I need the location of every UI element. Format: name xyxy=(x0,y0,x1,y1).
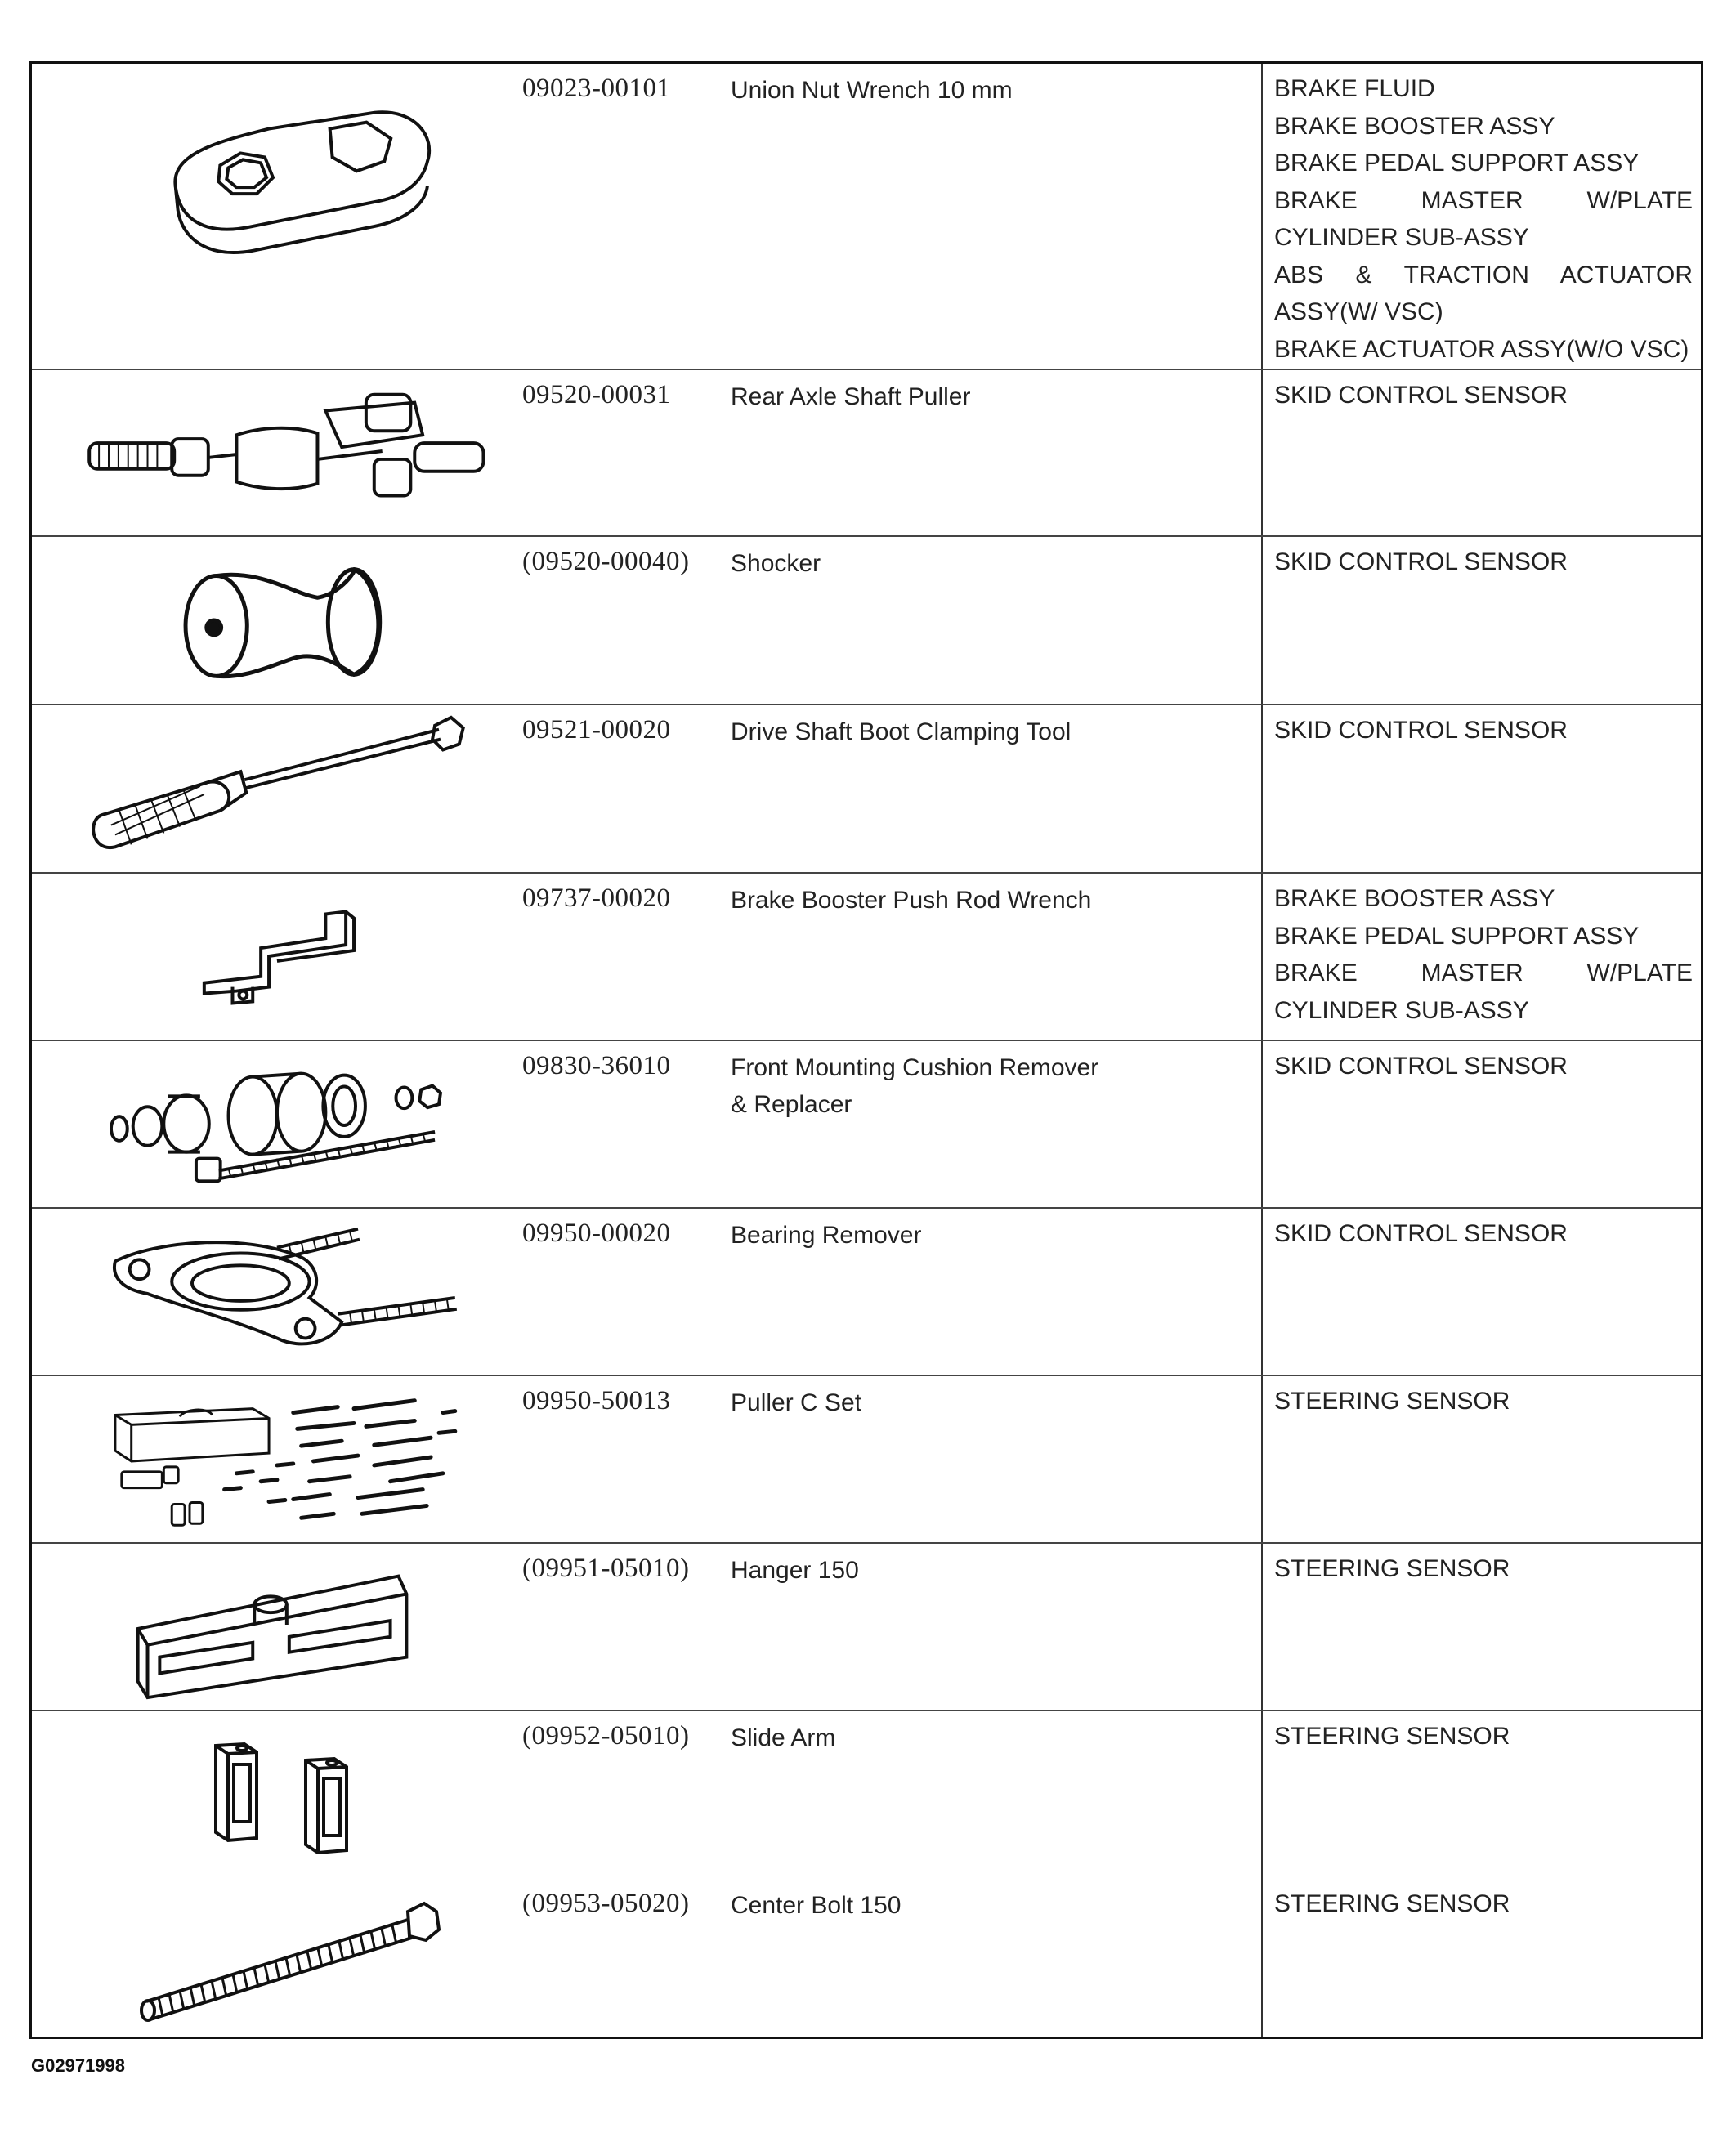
part-number: 09521-00020 xyxy=(522,715,671,745)
puller-set-icon xyxy=(32,1376,514,1542)
table-row xyxy=(32,1544,1701,1711)
bearing-remover-icon xyxy=(32,1209,514,1375)
part-number: (09520-00040) xyxy=(522,547,690,576)
usage-list xyxy=(1274,543,1693,581)
usage-list xyxy=(1274,70,1693,368)
usage-item: CYLINDER SUB-ASSY xyxy=(1274,996,1529,1024)
tool-name: Drive Shaft Boot Clamping Tool xyxy=(731,718,1072,745)
union-nut-wrench-icon xyxy=(32,64,514,369)
tool-name: Hanger 150 xyxy=(731,1557,859,1584)
table-row xyxy=(32,874,1701,1041)
part-number: 09830-36010 xyxy=(522,1051,671,1080)
usage-item: SKID CONTROL SENSOR xyxy=(1274,1053,1568,1080)
push-rod-wrench-drawing xyxy=(32,874,514,1040)
part-number: (09953-05020) xyxy=(522,1889,690,1918)
hanger-icon xyxy=(32,1544,514,1710)
bearing-remover-drawing xyxy=(32,1209,514,1375)
part-number: 09520-00031 xyxy=(522,380,671,409)
usage-list xyxy=(1274,377,1693,414)
table-row xyxy=(32,1209,1701,1376)
usage-item: BRAKE ACTUATOR ASSY(W/O VSC) xyxy=(1274,335,1689,363)
usage-item: CYLINDER SUB-ASSY xyxy=(1274,224,1529,251)
tool-name: Brake Booster Push Rod Wrench xyxy=(731,887,1092,914)
usage-item: ASSY(W/ VSC) xyxy=(1274,298,1443,325)
tool-name-line: & Replacer xyxy=(731,1091,852,1118)
usage-list xyxy=(1274,712,1693,749)
usage-item: BRAKE BOOSTER ASSY xyxy=(1274,885,1555,912)
part-number: 09950-00020 xyxy=(522,1219,671,1248)
slide-arm-icon xyxy=(32,1711,514,1879)
boot-clamping-tool-icon xyxy=(32,705,514,872)
usage-list xyxy=(1274,1048,1693,1085)
center-bolt-icon xyxy=(32,1879,514,2039)
shocker-icon xyxy=(32,537,514,704)
usage-item: STEERING SENSOR xyxy=(1274,1388,1510,1415)
tool-name: Center Bolt 150 xyxy=(731,1892,902,1919)
usage-item: BRAKE MASTER W/PLATE xyxy=(1274,959,1693,986)
cushion-remover-icon xyxy=(32,1041,514,1207)
special-tools-table xyxy=(29,61,1703,2039)
figure-code: G02971998 xyxy=(31,2055,125,2076)
usage-item: BRAKE PEDAL SUPPORT ASSY xyxy=(1274,150,1640,177)
axle-shaft-puller-icon xyxy=(32,370,514,535)
usage-list xyxy=(1274,1550,1693,1588)
usage-item: STEERING SENSOR xyxy=(1274,1555,1510,1582)
center-bolt-drawing xyxy=(32,1879,514,2039)
usage-item: SKID CONTROL SENSOR xyxy=(1274,548,1568,575)
slide-arm-drawing xyxy=(32,1711,514,1879)
usage-item: SKID CONTROL SENSOR xyxy=(1274,382,1568,409)
hanger-drawing xyxy=(32,1544,514,1710)
usage-list xyxy=(1274,1718,1693,1755)
usage-list xyxy=(1274,880,1693,1029)
usage-item: BRAKE MASTER W/PLATE xyxy=(1274,186,1693,214)
usage-item: ABS & TRACTION ACTUATOR xyxy=(1274,261,1693,288)
shocker-drawing xyxy=(32,537,514,704)
usage-item: SKID CONTROL SENSOR xyxy=(1274,717,1568,744)
usage-list xyxy=(1274,1215,1693,1253)
usage-list xyxy=(1274,1383,1693,1420)
part-number: 09023-00101 xyxy=(522,74,671,103)
usage-item: STEERING SENSOR xyxy=(1274,1890,1510,1917)
table-row xyxy=(32,370,1701,537)
usage-item: BRAKE PEDAL SUPPORT ASSY xyxy=(1274,922,1640,950)
puller-set-drawing xyxy=(32,1376,514,1542)
tool-name-line: Front Mounting Cushion Remover xyxy=(731,1054,1099,1081)
usage-item: STEERING SENSOR xyxy=(1274,1723,1510,1750)
part-number: 09737-00020 xyxy=(522,883,671,913)
boot-clamping-tool-drawing xyxy=(32,705,514,872)
table-row xyxy=(32,1376,1701,1544)
union-nut-wrench-drawing xyxy=(32,64,514,369)
table-row xyxy=(32,705,1701,874)
table-row xyxy=(32,64,1701,370)
cushion-remover-drawing xyxy=(32,1041,514,1207)
tool-name: Puller C Set xyxy=(731,1389,862,1416)
tool-name: Rear Axle Shaft Puller xyxy=(731,383,971,410)
part-number: (09951-05010) xyxy=(522,1554,690,1583)
table-row xyxy=(32,1879,1701,2039)
table-row xyxy=(32,537,1701,705)
table-row xyxy=(32,1711,1701,1879)
part-number: 09950-50013 xyxy=(522,1386,671,1415)
part-number: (09952-05010) xyxy=(522,1721,690,1751)
table-row xyxy=(32,1041,1701,1209)
tool-name: Bearing Remover xyxy=(731,1222,922,1249)
tool-name: Union Nut Wrench 10 mm xyxy=(731,77,1013,104)
usage-list xyxy=(1274,1885,1693,1923)
usage-item: BRAKE FLUID xyxy=(1274,75,1435,102)
tool-name: Slide Arm xyxy=(731,1724,836,1751)
tool-name: Shocker xyxy=(731,550,821,577)
usage-item: BRAKE BOOSTER ASSY xyxy=(1274,112,1555,140)
axle-shaft-puller-drawing xyxy=(32,370,514,535)
tool-name xyxy=(731,1049,1270,1123)
usage-item: SKID CONTROL SENSOR xyxy=(1274,1220,1568,1247)
push-rod-wrench-icon xyxy=(32,874,514,1040)
